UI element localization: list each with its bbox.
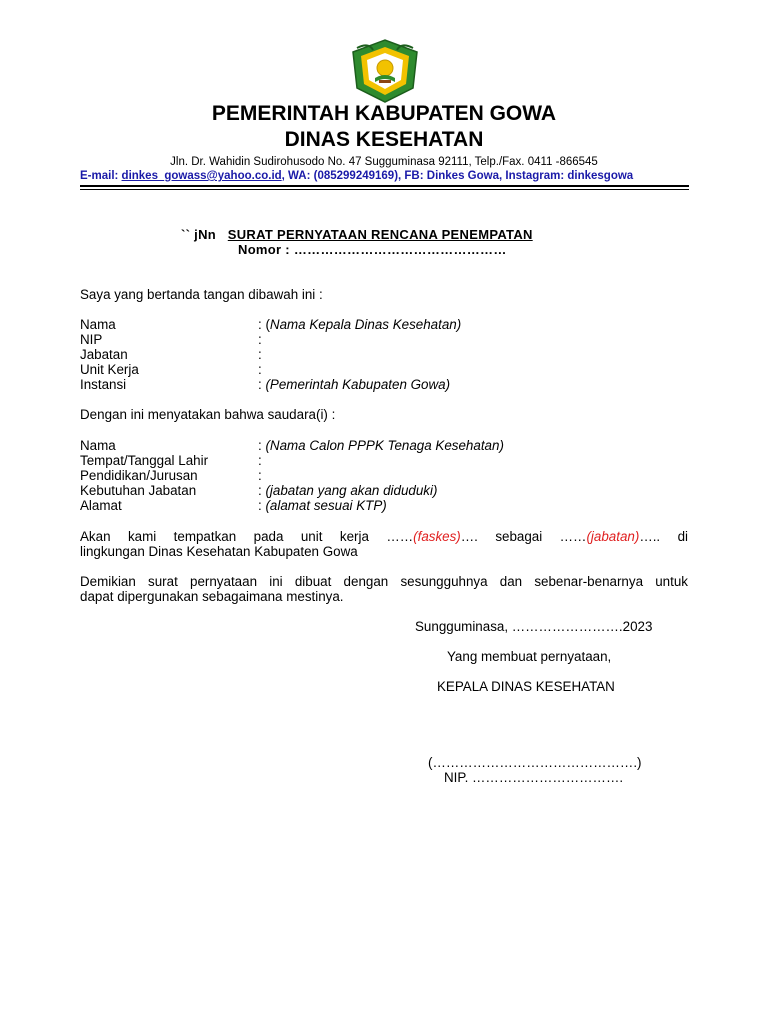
subject-birth-value: : (258, 453, 262, 468)
statement-text: Dengan ini menyatakan bahwa saudara(i) : (80, 407, 336, 422)
title-main: SURAT PERNYATAAN RENCANA PENEMPATAN (227, 227, 533, 242)
signer-nip-label: NIP (80, 332, 103, 347)
subject-education-value: : (258, 468, 262, 483)
header-address: Jln. Dr. Wahidin Sudirohusodo No. 47 Sugguminasa 92111, Telp./Fax. 0411 -866545 (170, 156, 598, 168)
subject-education-label: Pendidikan/Jurusan (80, 468, 198, 483)
placement-line-2: lingkungan Dinas Kesehatan Kabupaten Gowa (80, 544, 358, 559)
subject-birth-label: Tempat/Tanggal Lahir (80, 453, 209, 468)
signer-institution-label: Instansi (80, 377, 127, 392)
title-prefix: `` jNn (181, 227, 217, 242)
header-contact (80, 169, 690, 183)
signer-name-value: : (Nama Kepala Dinas Kesehatan) (258, 317, 462, 332)
signer-position-label: Jabatan (80, 347, 128, 362)
closing-paragraph (80, 574, 688, 604)
subject-name-value: : (Nama Calon PPPK Tenaga Kesehatan) (258, 438, 504, 453)
signature-name-blank: (……………………………………….) (428, 755, 642, 770)
signer-institution-value: : (Pemerintah Kabupaten Gowa) (258, 377, 451, 392)
contact-email-link[interactable]: dinkes_gowass@yahoo.co.id (121, 170, 282, 182)
gowa-regency-emblem-icon (349, 38, 421, 104)
subject-address-value: : (alamat sesuai KTP) (258, 498, 387, 513)
signer-unit-value: : (258, 362, 262, 377)
subject-name-label: Nama (80, 438, 116, 453)
header-government-name: PEMERINTAH KABUPATEN GOWA (211, 102, 557, 125)
signer-position-value: : (258, 347, 262, 362)
closing-line-1: Demikian surat pernyataan ini dibuat dengan sesungguhnya dan sebenar-benarnya untuk (80, 574, 688, 589)
signature-nip-blank: NIP. ……………………………. (444, 770, 624, 785)
intro-text: Saya yang bertanda tangan dibawah ini : (80, 287, 323, 302)
closing-line-2: dapat dipergunakan sebagaimana mestinya. (80, 589, 344, 604)
header-rule-thin (80, 189, 689, 190)
signer-unit-label: Unit Kerja (80, 362, 139, 377)
subject-address-label: Alamat (80, 498, 122, 513)
header-rule-thick (80, 185, 689, 187)
contact-email-label: E-mail: (80, 170, 122, 182)
signature-maker: Yang membuat pernyataan, (447, 649, 612, 664)
signer-name-label: Nama (80, 317, 116, 332)
subject-position-need-value: : (jabatan yang akan diduduki) (258, 483, 438, 498)
placement-line-1: Akan kami tempatkan pada unit kerja ……(faskes)…. sebagai ……(jabatan)….. di (80, 529, 689, 544)
contact-details: , WA: (085299249169), FB: Dinkes Gowa, Instagram: dinkesgowa (281, 170, 634, 182)
signature-place-date: Sungguminasa, …………………….2023 (415, 619, 653, 634)
signature-position: KEPALA DINAS KESEHATAN (437, 679, 615, 694)
placement-paragraph (80, 529, 688, 559)
jabatan-placeholder: (jabatan) (586, 529, 640, 544)
subject-position-need-label: Kebutuhan Jabatan (80, 483, 197, 498)
faskes-placeholder: (faskes) (413, 529, 461, 544)
header-agency-name: DINAS KESEHATAN (284, 128, 484, 151)
letter-title (181, 227, 533, 242)
letter-number: Nomor : ………………………………………… (238, 242, 507, 257)
signer-nip-value: : (258, 332, 262, 347)
